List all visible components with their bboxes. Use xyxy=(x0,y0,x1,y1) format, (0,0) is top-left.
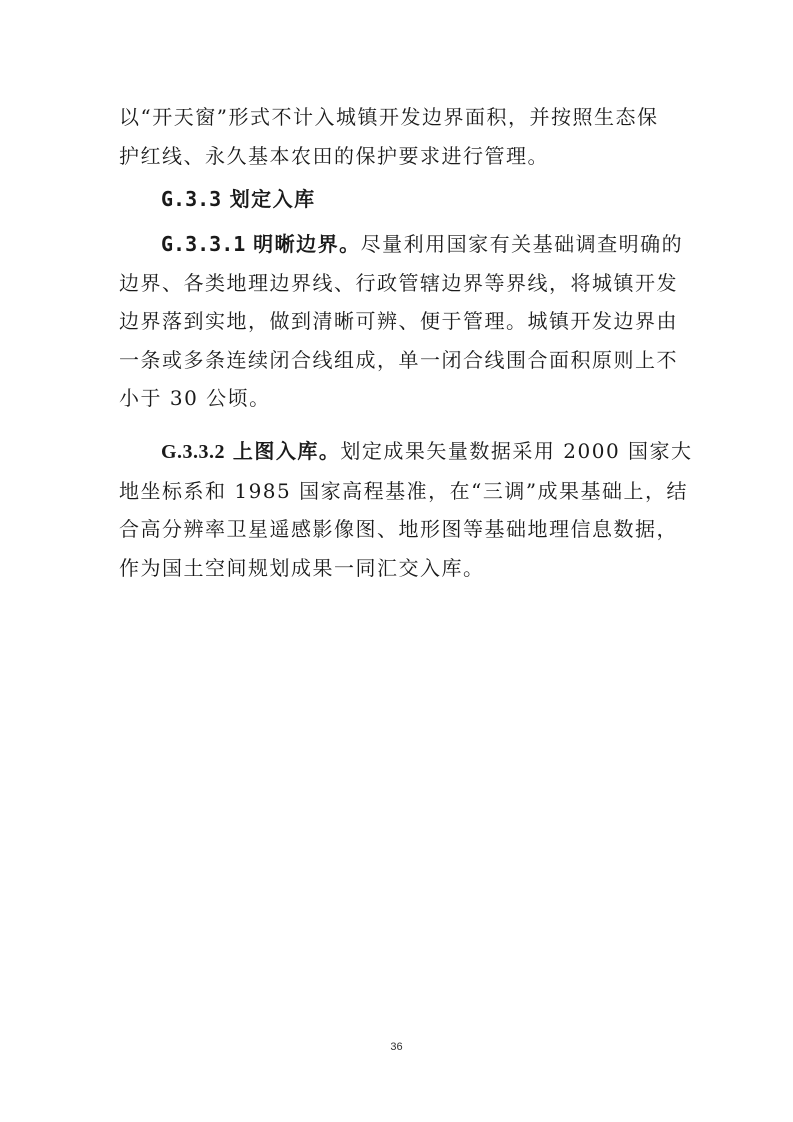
text-run: 尽量利用国家有关基础调查明确的 xyxy=(360,232,684,256)
text-line: 合高分辨率卫星遥感影像图、地形图等基础地理信息数据， xyxy=(119,517,678,541)
subsection-title: 上图入库。 xyxy=(232,439,341,463)
text-line: 以“开天窗”形式不计入城镇开发边界面积，并按照生态保 xyxy=(119,105,659,129)
text-line: 护红线、永久基本农田的保护要求进行管理。 xyxy=(119,143,549,168)
section-title: 划定入库 xyxy=(229,187,316,211)
text-run: 划定成果矢量数据采用 2000 国家大 xyxy=(340,439,693,463)
subsection-number: G.3.3.1 xyxy=(161,232,246,256)
text-line: 小于 30 公顷。 xyxy=(119,386,271,410)
text-line: 一条或多条连续闭合线组成，单一闭合线围合面积原则上不 xyxy=(119,347,678,372)
text-line: 作为国土空间规划成果一同汇交入库。 xyxy=(119,555,485,580)
subsection-map-database xyxy=(119,432,693,587)
section-heading xyxy=(161,180,316,219)
subsection-number: G.3.3.2 xyxy=(161,441,226,463)
page-number: 36 xyxy=(390,1041,403,1053)
paragraph-continuation xyxy=(119,98,675,175)
text-line: 地坐标系和 1985 国家高程基准，在“三调”成果基础上，结 xyxy=(119,478,689,503)
section-number: G.3.3 xyxy=(161,187,222,211)
text-line: 边界、各类地理边界线、行政管辖边界等界线，将城镇开发 xyxy=(119,270,678,295)
text-line xyxy=(119,432,693,472)
text-line: 边界落到实地，做到清晰可辨、便于管理。城镇开发边界由 xyxy=(119,309,678,333)
subsection-clear-boundary xyxy=(119,225,684,418)
text-line xyxy=(119,225,684,264)
subsection-title: 明晰边界。 xyxy=(253,232,361,256)
